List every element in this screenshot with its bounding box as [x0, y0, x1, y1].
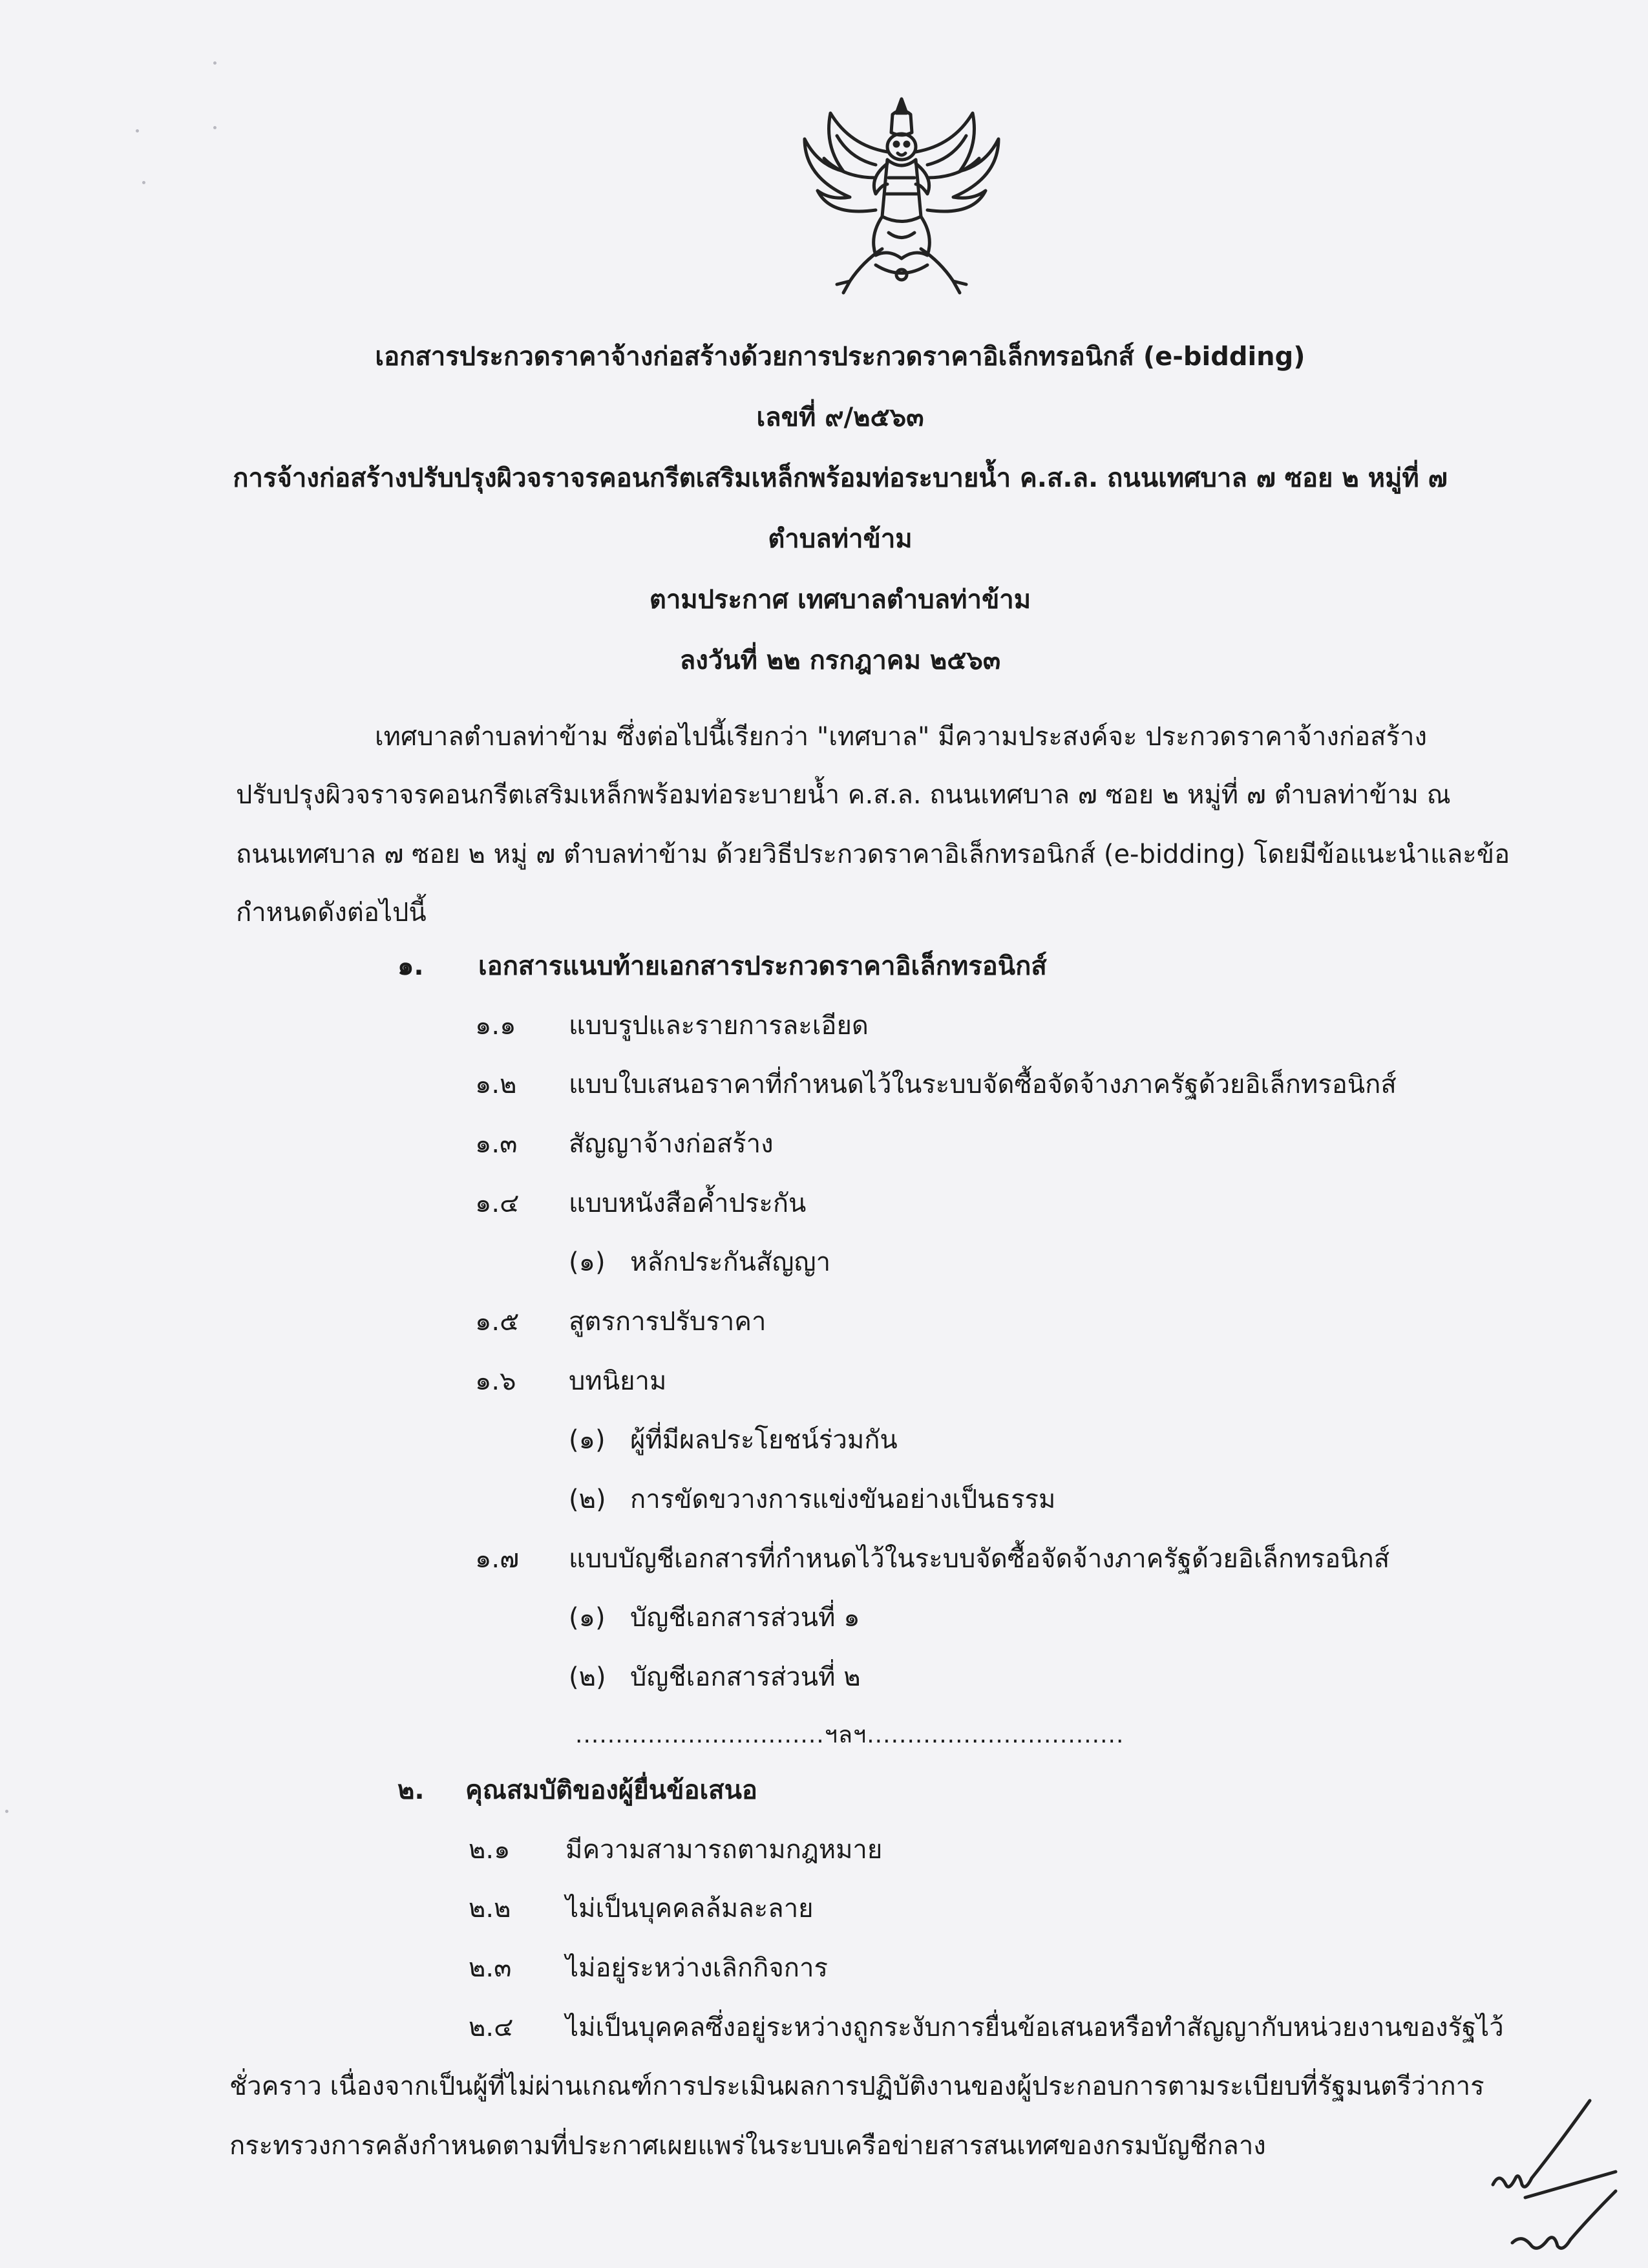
announcement-date: ลงวันที่ ๒๒ กรกฎาคม ๒๕๖๓ [679, 646, 1001, 675]
list-subitem [0, 1658, 1648, 1697]
section-1-number: ๑. [397, 951, 424, 981]
intro-line-3: ถนนเทศบาล ๗ ซอย ๒ หมู่ ๗ ตำบลท่าข้าม ด้วยวิธีประกวดราคาอิเล็กทรอนิกส์ (e-bidding) โดยมีข้อแนะนำและข้อ [236, 840, 1510, 869]
item-continuation-line: กระทรวงการคลังกำหนดตามที่ประกาศเผยแพร่ในระบบเครือข่ายสารสนเทศของกรมบัญชีกลาง [229, 2131, 1266, 2161]
section-2-heading-row [0, 1771, 1648, 1810]
document-title: เอกสารประกวดราคาจ้างก่อสร้างด้วยการประกวดราคาอิเล็กทรอนิกส์ (e-bidding) [375, 342, 1305, 372]
item-text: สัญญาจ้างก่อสร้าง [569, 1129, 774, 1159]
list-item [0, 1302, 1648, 1341]
scan-speck [142, 181, 145, 184]
list-subitem [0, 1243, 1648, 1282]
item-number: ๒.๑ [469, 1835, 511, 1865]
item-text: ไม่เป็นบุคคลซึ่งอยู่ระหว่างถูกระงับการยื่นข้อเสนอหรือทำสัญญากับหน่วยงานของรัฐไว้ [565, 2013, 1504, 2042]
list-subitem [0, 1480, 1648, 1519]
item-text: แบบบัญชีเอกสารที่กำหนดไว้ในระบบจัดซื้อจัดจ้างภาครัฐด้วยอิเล็กทรอนิกส์ [569, 1544, 1390, 1574]
item-text: สูตรการปรับราคา [569, 1307, 766, 1337]
item-number: ๑.๗ [475, 1544, 520, 1574]
list-item [0, 1540, 1648, 1578]
list-item [0, 1949, 1648, 1987]
scan-speck [213, 126, 217, 129]
scan-speck [136, 129, 139, 132]
list-item [0, 1006, 1648, 1045]
list-item [0, 1125, 1648, 1163]
announcement-reference: ตามประกาศ เทศบาลตำบลท่าข้าม [649, 585, 1031, 615]
item-number: (๒) [569, 1662, 606, 1692]
item-number: (๑) [569, 1247, 606, 1277]
list-item [0, 1889, 1648, 1928]
list-item [0, 1065, 1648, 1104]
item-number: ๑.๕ [475, 1307, 520, 1337]
intro-line-4: กำหนดดังต่อไปนี้ [236, 898, 427, 927]
list-item [0, 1830, 1648, 1869]
list-subitem [0, 1421, 1648, 1459]
item-number: ๑.๔ [475, 1189, 520, 1218]
item-text: มีความสามารถตามกฎหมาย [565, 1835, 883, 1865]
list-item [0, 1362, 1648, 1401]
list-subitem [0, 1598, 1648, 1637]
item-number: (๒) [569, 1485, 606, 1514]
item-text: บัญชีเอกสารส่วนที่ ๑ [630, 1603, 860, 1633]
project-title: การจ้างก่อสร้างปรับปรุงผิวจราจรคอนกรีตเสริมเหล็กพร้อมท่อระบายน้ำ ค.ส.ล. ถนนเทศบาล ๗ ซอย ๒ หมู่ที่ ๗ [233, 463, 1448, 493]
handwritten-signature [1486, 2094, 1629, 2262]
item-text: แบบใบเสนอราคาที่กำหนดไว้ในระบบจัดซื้อจัดจ้างภาครัฐด้วยอิเล็กทรอนิกส์ [569, 1070, 1397, 1099]
item-text: บทนิยาม [569, 1366, 667, 1396]
item-number: ๒.๒ [469, 1894, 511, 1924]
item-number: ๑.๓ [475, 1129, 518, 1159]
item-number: ๑.๑ [475, 1011, 516, 1041]
section-1-heading-row [0, 947, 1648, 986]
omission-marker: ...............................ฯลฯ................................ [575, 1722, 1125, 1748]
section-1-heading: เอกสารแนบท้ายเอกสารประกวดราคาอิเล็กทรอนิกส์ [478, 951, 1047, 981]
intro-line-1: เทศบาลตำบลท่าข้าม ซึ่งต่อไปนี้เรียกว่า "เทศบาล" มีความประสงค์จะ ประกวดราคาจ้างก่อสร้าง [375, 722, 1427, 752]
section-2-heading: คุณสมบัติของผู้ยื่นข้อเสนอ [465, 1775, 757, 1805]
item-text: การขัดขวางการแข่งขันอย่างเป็นธรรม [630, 1485, 1056, 1514]
garuda-emblem [779, 87, 1024, 301]
scan-speck [5, 1810, 8, 1813]
document-number: เลขที่ ๙/๒๕๖๓ [756, 403, 924, 432]
item-text: แบบรูปและรายการละเอียด [569, 1011, 869, 1041]
item-text: ไม่อยู่ระหว่างเลิกกิจการ [565, 1953, 828, 1983]
item-text: ผู้ที่มีผลประโยชน์ร่วมกัน [630, 1425, 898, 1455]
project-subdistrict: ตำบลท่าข้าม [768, 524, 913, 554]
item-number: ๒.๔ [469, 2013, 514, 2042]
item-text: บัญชีเอกสารส่วนที่ ๒ [630, 1662, 861, 1692]
item-number: ๑.๖ [475, 1366, 516, 1396]
item-number: ๑.๒ [475, 1070, 517, 1099]
intro-line-2: ปรับปรุงผิวจราจรคอนกรีตเสริมเหล็กพร้อมท่อระบายน้ำ ค.ส.ล. ถนนเทศบาล ๗ ซอย ๒ หมู่ที่ ๗ ตำบลท่าข้าม ณ [236, 780, 1451, 810]
item-text: แบบหนังสือค้ำประกัน [569, 1189, 807, 1218]
scan-speck [213, 61, 217, 65]
list-item [0, 1184, 1648, 1223]
list-item [0, 2008, 1648, 2047]
item-text: ไม่เป็นบุคคลล้มละลาย [565, 1894, 814, 1924]
section-2-number: ๒. [397, 1775, 425, 1805]
item-number: ๒.๓ [469, 1953, 512, 1983]
item-text: หลักประกันสัญญา [630, 1247, 831, 1277]
document-title-block [194, 326, 1486, 691]
item-number: (๑) [569, 1425, 606, 1455]
item-number: (๑) [569, 1603, 606, 1633]
item-continuation-line: ชั่วคราว เนื่องจากเป็นผู้ที่ไม่ผ่านเกณฑ์การประเมินผลการปฏิบัติงานของผู้ประกอบการตามระเบียบที่รัฐมนตรีว่าการ [229, 2072, 1484, 2101]
